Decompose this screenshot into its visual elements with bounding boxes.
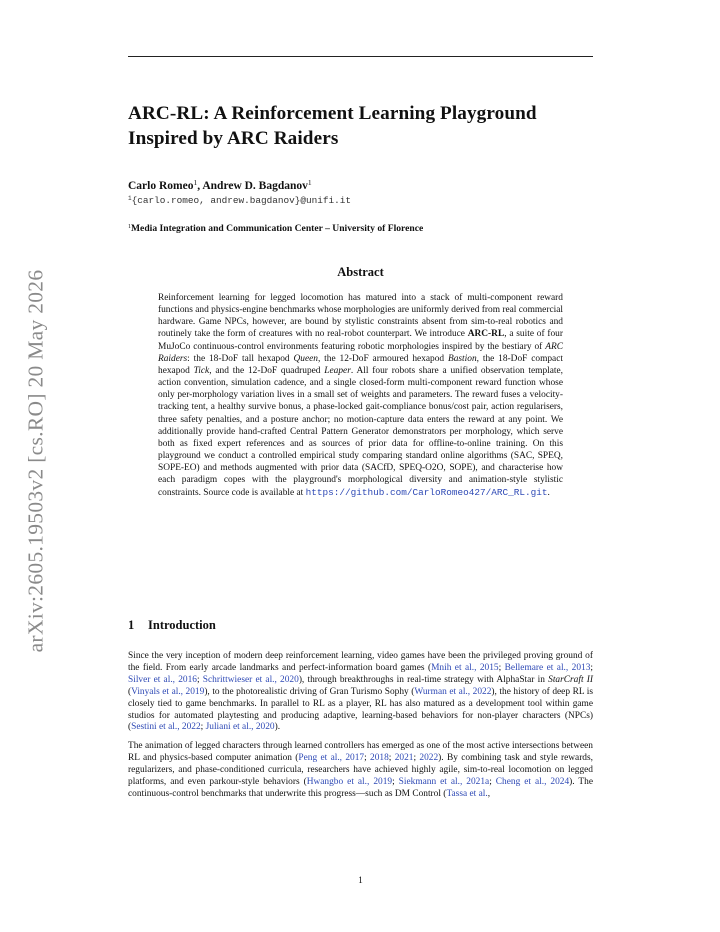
arxiv-identifier: arXiv:2605.19503v2 [cs.RO] 20 May 2026 — [23, 269, 48, 653]
author-emails — [128, 193, 351, 207]
abstract-italic: Tick — [193, 365, 210, 376]
citation-link[interactable]: Tassa et al. — [446, 788, 488, 799]
citation-link[interactable]: 2018 — [370, 752, 389, 763]
section-title: Introduction — [148, 618, 216, 632]
intro-paragraph — [128, 741, 593, 801]
abstract-text: , the 12-DoF armoured hexapod — [317, 353, 448, 364]
top-rule — [128, 56, 593, 57]
section-number: 1 — [128, 618, 135, 632]
citation-link[interactable]: Wurman et al., 2022 — [414, 686, 492, 697]
abstract-italic: Leaper — [324, 365, 351, 376]
section-heading — [128, 618, 216, 633]
citation-link[interactable]: Siekmann et al., 2021a — [398, 776, 490, 787]
body-text: ). — [274, 722, 281, 733]
abstract-italic: Queen — [293, 353, 318, 364]
body-text: ; — [392, 776, 399, 787]
citation-link[interactable]: Vinyals et al., 2019 — [131, 686, 205, 697]
body-text: ; — [200, 722, 206, 733]
paper-title: ARC-RL: A Reinforcement Learning Playground Inspired by ARC Raiders — [128, 103, 537, 149]
citation-link[interactable]: 2022 — [419, 752, 439, 763]
body-text: ; — [388, 752, 395, 763]
abstract-text: , and the 12-DoF quadruped — [209, 365, 325, 376]
body-text: ; — [413, 752, 420, 763]
abstract-heading: Abstract — [337, 265, 384, 279]
body-text: ; — [489, 776, 496, 787]
body-text: ), through breakthroughs in real-time strategy with AlphaStar in — [298, 674, 549, 685]
abstract-italic: Bastion — [447, 353, 477, 364]
abstract-italic: ARC Raiders — [158, 341, 563, 364]
body-text: Since the very inception of modern deep reinforcement learning, video games have been the privileged proving ground of the field. From early arcade landmarks and perfect-information board games ( — [128, 651, 593, 673]
body-text: ( — [128, 686, 132, 697]
body-text: ; — [498, 662, 505, 673]
affiliation — [128, 221, 423, 235]
citation-link[interactable]: Silver et al., 2016 — [128, 674, 197, 685]
affiliation-text: Media Integration and Communication Center – University of Florence — [131, 223, 424, 234]
author-name: Andrew D. Bagdanov — [202, 180, 308, 192]
email-text: {carlo.romeo, andrew.bagdanov}@unifi.it — [131, 195, 352, 206]
abstract-bold: ARC-RL — [467, 329, 505, 340]
source-code-link[interactable]: https://github.com/CarloRomeo427/ARC_RL.git — [305, 486, 548, 498]
citation-link[interactable]: Hwangbo et al., 2019 — [306, 776, 393, 787]
body-text: ), the history of deep RL is closely tied to game benchmarks. In parallel to RL as a player, RL has also matured as a development tool within game studios for automated playtesting and producing adaptive, learning-based behaviors for non-player characters (NPCs) ( — [128, 686, 593, 733]
body-text: The animation of legged characters through learned controllers has emerged as one of the most active intersections between RL and physics-based computer animation ( — [128, 741, 593, 763]
citation-link[interactable]: Schrittwieser et al., 2020 — [202, 674, 299, 685]
author-list: Carlo Romeo$^1$, Andrew D. Bagdanov$^1$ — [128, 178, 312, 192]
abstract-text: . — [547, 487, 550, 498]
body-text: ; — [364, 752, 371, 763]
body-text: ; — [196, 674, 203, 685]
affiliation-marker: 1 — [307, 178, 312, 187]
citation-link[interactable]: Juliani et al., 2020 — [205, 722, 275, 733]
citation-link[interactable]: Cheng et al., 2024 — [495, 776, 570, 787]
abstract-text: Reinforcement learning for legged locomotion has matured into a stack of multi-component reward functions and physics-engine benchmarks whose morphologies are uniformly derived from real commercial hardware. Game NPCs, however, are bound by stylistic constraints absent from sim-to-real robotics and routinely take the form of creatures with no real-robot counterpart. We introduce — [158, 293, 563, 340]
body-text: ). By combining task and style rewards, regularizers, and phase-conditioned curricula, researchers have achieved highly agile, sim-to-real locomotion on legged platforms, and even parkour-style behaviors ( — [128, 752, 593, 787]
intro-paragraph — [128, 651, 593, 734]
abstract-text: , the 18-DoF compact hexapod — [158, 353, 563, 376]
abstract-text: , a suite of four MuJoCo continuous-control environments featuring robotic morphologies inspired by the bestiary of — [158, 329, 563, 352]
citation-link[interactable]: Mnih et al., 2015 — [431, 662, 499, 673]
body-text: ), to the photorealistic driving of Gran Turismo Sophy ( — [204, 686, 415, 697]
citation-link[interactable]: 2021 — [394, 752, 414, 763]
citation-link[interactable]: Bellemare et al., 2013 — [504, 662, 591, 673]
body-italic: StarCraft II — [548, 674, 593, 685]
body-text: , — [487, 788, 491, 799]
affiliation-marker: 1 — [128, 224, 131, 230]
affiliation-marker: 1 — [128, 195, 132, 202]
citation-link[interactable]: Peng et al., 2017 — [298, 752, 365, 763]
body-text: ). The continuous-control benchmarks that underwrite this progress—such as DM Control ( — [128, 776, 593, 799]
affiliation-marker: 1 — [193, 178, 198, 187]
author-name: Carlo Romeo — [128, 180, 194, 192]
abstract-body — [158, 292, 563, 499]
abstract-text: . All four robots share a unified observation template, action convention, simulation cadence, and a single closed-form multi-component reward function whose only per-morphology variation lives in a small set of weights and parameters. The reward fuses a velocity-tracking tent, a healthy survive bonus, a phase-locked gait-compliance bonus/cost pair, action regularisers, three safety penalties, and a posture anchor; no motion-capture data enters the reward at any point. We additionally provide hand-crafted Central Pattern Generator demonstrators per morphology, which serve both as fixed expert references and as sources of prior data for offline-to-online training. On this playground we conduct a controlled empirical study comparing standard online algorithms (SAC, SPEQ, SOPE-EO) and methods augmented with prior data (SACfD, SPEQ-O2O, SOPE), and characterise how each paradigm copes with the playground's morphological diversity and animation-style stylistic constraints. Source code is available at — [158, 365, 564, 498]
citation-link[interactable]: Sestini et al., 2022 — [131, 722, 201, 733]
abstract-text: : the 18-DoF tall hexapod — [187, 353, 294, 364]
page-number: 1 — [358, 876, 363, 886]
body-text: ; — [590, 662, 594, 673]
